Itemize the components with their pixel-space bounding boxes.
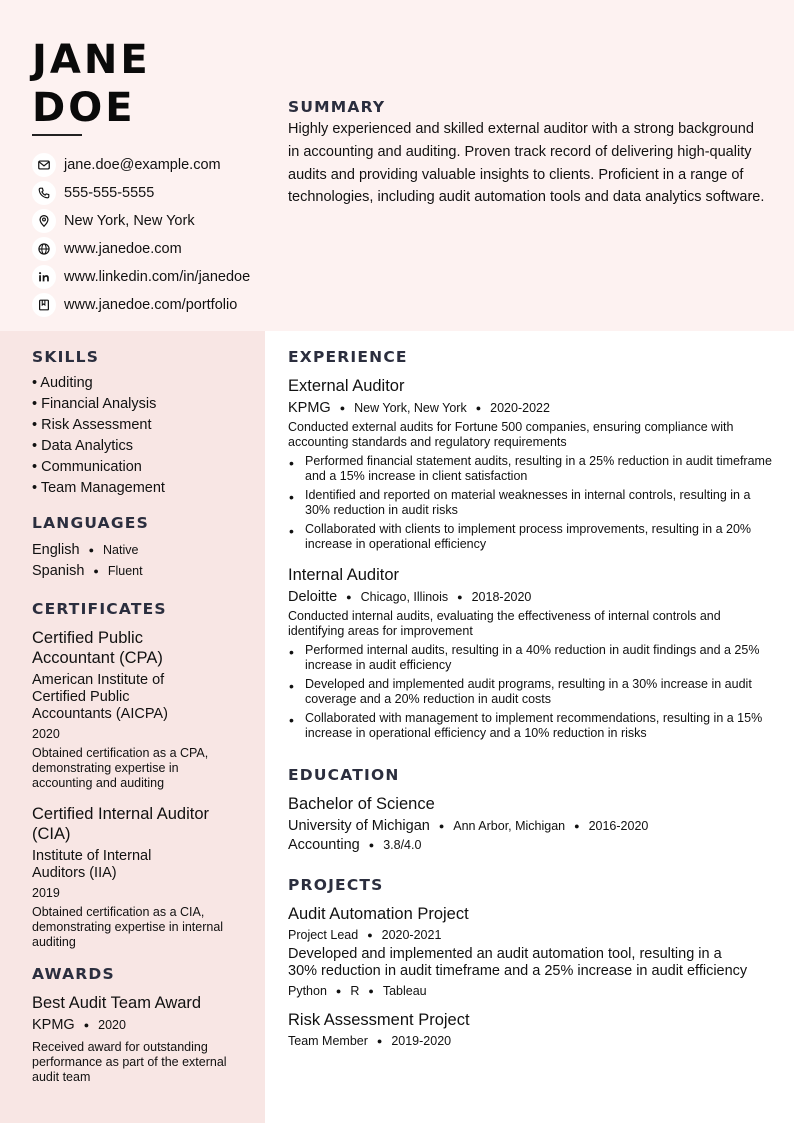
certificate-org: Institute of Internal Auditors (IIA)	[32, 848, 152, 881]
separator-dot: ●	[438, 821, 445, 831]
skill-item: • Team Management	[32, 480, 165, 496]
contact-linkedin[interactable]	[32, 263, 250, 291]
gpa: 3.8/4.0	[383, 838, 422, 852]
education-field-row	[288, 837, 772, 853]
certificate-desc: Obtained certification as a CPA, demonstrating expertise in accounting and auditing	[32, 746, 209, 790]
contact-linkedin-text: www.linkedin.com/in/janedoe	[64, 269, 251, 285]
education-dates: 2016-2020	[588, 819, 649, 833]
first-name: JANE	[32, 37, 151, 83]
globe-icon	[32, 237, 56, 261]
job-item	[288, 376, 772, 552]
contact-phone-text: 555-555-5555	[64, 185, 155, 201]
achievement-item: • Identified and reported on material weaknesses in internal controls, resulting in a 30% reduction in audit risks	[289, 488, 751, 517]
contact-portfolio-text: www.janedoe.com/portfolio	[64, 297, 238, 313]
separator-dot: ●	[376, 1036, 383, 1046]
tech-item: Tableau	[382, 984, 427, 998]
contact-website[interactable]	[32, 235, 250, 263]
achievement-item: • Collaborated with clients to implement process improvements, resulting in a 20% increase in operational efficiency	[289, 522, 752, 551]
certificate-year: 2020	[32, 727, 60, 741]
languages-heading: LANGUAGES	[32, 514, 149, 532]
contact-list	[32, 151, 250, 319]
certificate-org: American Institute of Certified Public Accountants (AICPA)	[32, 672, 168, 722]
award-title: Best Audit Team Award	[32, 994, 202, 1012]
award-year: 2020	[98, 1018, 126, 1032]
language-item	[32, 561, 247, 582]
skills-section	[32, 348, 247, 499]
projects-heading: PROJECTS	[288, 876, 384, 894]
portfolio-icon	[32, 293, 56, 317]
separator-dot: ●	[367, 930, 373, 940]
project-item	[288, 904, 772, 998]
certificate-title: Certified Public Accountant (CPA)	[32, 629, 163, 667]
separator-dot: ●	[339, 403, 346, 413]
summary-text: Highly experienced and skilled external auditor with a strong background in accounting and auditing. Proven track record of delivering high-quality audits and providing valuable insights to clients. Proficient in a range of technologies, including audit automation tools and data analytics software.	[288, 121, 765, 206]
skill-item: • Risk Assessment	[32, 417, 152, 433]
project-description: Developed and implemented an audit automation tool, resulting in a 30% reduction in audit timeframe and a 25% increase in audit efficiency	[288, 946, 748, 979]
skill-item: • Auditing	[32, 375, 93, 391]
contact-location	[32, 207, 250, 235]
separator-dot: ●	[346, 592, 352, 602]
summary-heading: SUMMARY	[288, 98, 386, 116]
linkedin-icon	[32, 265, 56, 289]
education-meta	[288, 818, 772, 834]
job-company: KPMG	[288, 400, 331, 416]
job-meta	[288, 589, 772, 605]
skills-list	[32, 373, 247, 499]
contact-email[interactable]	[32, 151, 250, 179]
tech-item: R	[350, 984, 360, 998]
project-meta	[288, 1034, 772, 1048]
project-dates: 2019-2020	[391, 1034, 452, 1048]
job-title: Internal Auditor	[288, 566, 399, 584]
language-item	[32, 540, 247, 561]
job-achievements	[288, 454, 772, 552]
certificate-item	[32, 804, 237, 950]
contact-location-text: New York, New York	[64, 213, 195, 229]
skill-item: • Financial Analysis	[32, 396, 157, 412]
job-location: New York, New York	[354, 401, 467, 415]
separator-dot: ●	[368, 840, 375, 850]
contact-portfolio[interactable]	[32, 291, 250, 319]
field-of-study: Accounting	[288, 837, 360, 853]
certificate-year: 2019	[32, 886, 60, 900]
project-role: Project Lead	[288, 928, 359, 942]
education-item	[288, 794, 772, 853]
job-company: Deloitte	[288, 589, 338, 605]
summary-section	[288, 98, 768, 209]
certificate-item	[32, 628, 237, 791]
awards-section	[32, 965, 237, 1085]
certificates-section	[32, 600, 237, 950]
degree: Bachelor of Science	[288, 795, 435, 813]
name-divider	[32, 134, 82, 136]
language-level: Native	[103, 543, 139, 557]
project-role: Team Member	[288, 1034, 368, 1048]
job-description: Conducted external audits for Fortune 500 companies, ensuring compliance with accounting standards and regulatory requirements	[288, 420, 734, 449]
job-meta	[288, 400, 772, 416]
projects-section	[288, 876, 772, 1048]
separator-dot: ●	[457, 592, 463, 602]
job-location: Chicago, Illinois	[360, 590, 449, 604]
skill-item: • Data Analytics	[32, 438, 133, 454]
last-name: DOE	[32, 85, 136, 131]
job-title: External Auditor	[288, 377, 405, 395]
achievement-item: • Collaborated with management to implement recommendations, resulting in a 15% increase in operational efficiency and a 10% reduction in risks	[289, 711, 763, 740]
project-item	[288, 1010, 772, 1048]
languages-section	[32, 514, 247, 582]
tech-item: Python	[288, 984, 327, 998]
language-name: English	[32, 542, 80, 558]
separator-dot: ●	[335, 986, 342, 996]
award-item	[32, 993, 237, 1085]
experience-section	[288, 348, 772, 745]
award-desc: Received award for outstanding performance as part of the external audit team	[32, 1040, 227, 1084]
project-meta	[288, 928, 772, 942]
school-location: Ann Arbor, Michigan	[453, 819, 566, 833]
candidate-name	[32, 36, 151, 132]
education-section	[288, 766, 772, 853]
separator-dot: ●	[475, 403, 482, 413]
skills-heading: SKILLS	[32, 348, 100, 366]
separator-dot: ●	[574, 821, 580, 831]
award-org: KPMG	[32, 1017, 75, 1033]
separator-dot: ●	[88, 545, 94, 555]
job-dates: 2018-2020	[471, 590, 532, 604]
skill-item: • Communication	[32, 459, 142, 475]
separator-dot: ●	[368, 986, 374, 996]
award-meta	[32, 1015, 237, 1036]
phone-icon	[32, 181, 56, 205]
separator-dot: ●	[93, 566, 99, 576]
job-dates: 2020-2022	[490, 401, 550, 415]
achievement-item: • Developed and implemented audit programs, resulting in a 30% increase in audit coverage and a 20% reduction in audit costs	[289, 677, 752, 706]
contact-email-text: jane.doe@example.com	[64, 157, 221, 173]
project-tech	[288, 984, 772, 998]
certificate-desc: Obtained certification as a CIA, demonstrating expertise in internal auditing	[32, 905, 224, 949]
language-name: Spanish	[32, 563, 85, 579]
achievement-item: • Performed financial statement audits, resulting in a 25% reduction in audit timeframe and a 15% increase in client satisfaction	[289, 454, 772, 483]
email-icon	[32, 153, 56, 177]
certificate-title: Certified Internal Auditor (CIA)	[32, 805, 210, 843]
project-dates: 2020-2021	[381, 928, 442, 942]
project-title: Risk Assessment Project	[288, 1011, 470, 1029]
contact-phone[interactable]	[32, 179, 250, 207]
job-item	[288, 565, 772, 741]
school-name: University of Michigan	[288, 818, 430, 834]
experience-heading: EXPERIENCE	[288, 348, 408, 366]
project-title: Audit Automation Project	[288, 905, 469, 923]
job-description: Conducted internal audits, evaluating the effectiveness of internal controls and identifying areas for improvement	[288, 609, 721, 638]
separator-dot: ●	[83, 1020, 90, 1030]
location-icon	[32, 209, 56, 233]
awards-heading: AWARDS	[32, 965, 115, 983]
job-achievements	[288, 643, 772, 741]
education-heading: EDUCATION	[288, 766, 400, 784]
language-level: Fluent	[107, 564, 143, 578]
certificates-heading: CERTIFICATES	[32, 600, 167, 618]
contact-website-text: www.janedoe.com	[64, 241, 182, 257]
achievement-item: • Performed internal audits, resulting in a 40% reduction in audit findings and a 25% increase in audit efficiency	[289, 643, 760, 672]
